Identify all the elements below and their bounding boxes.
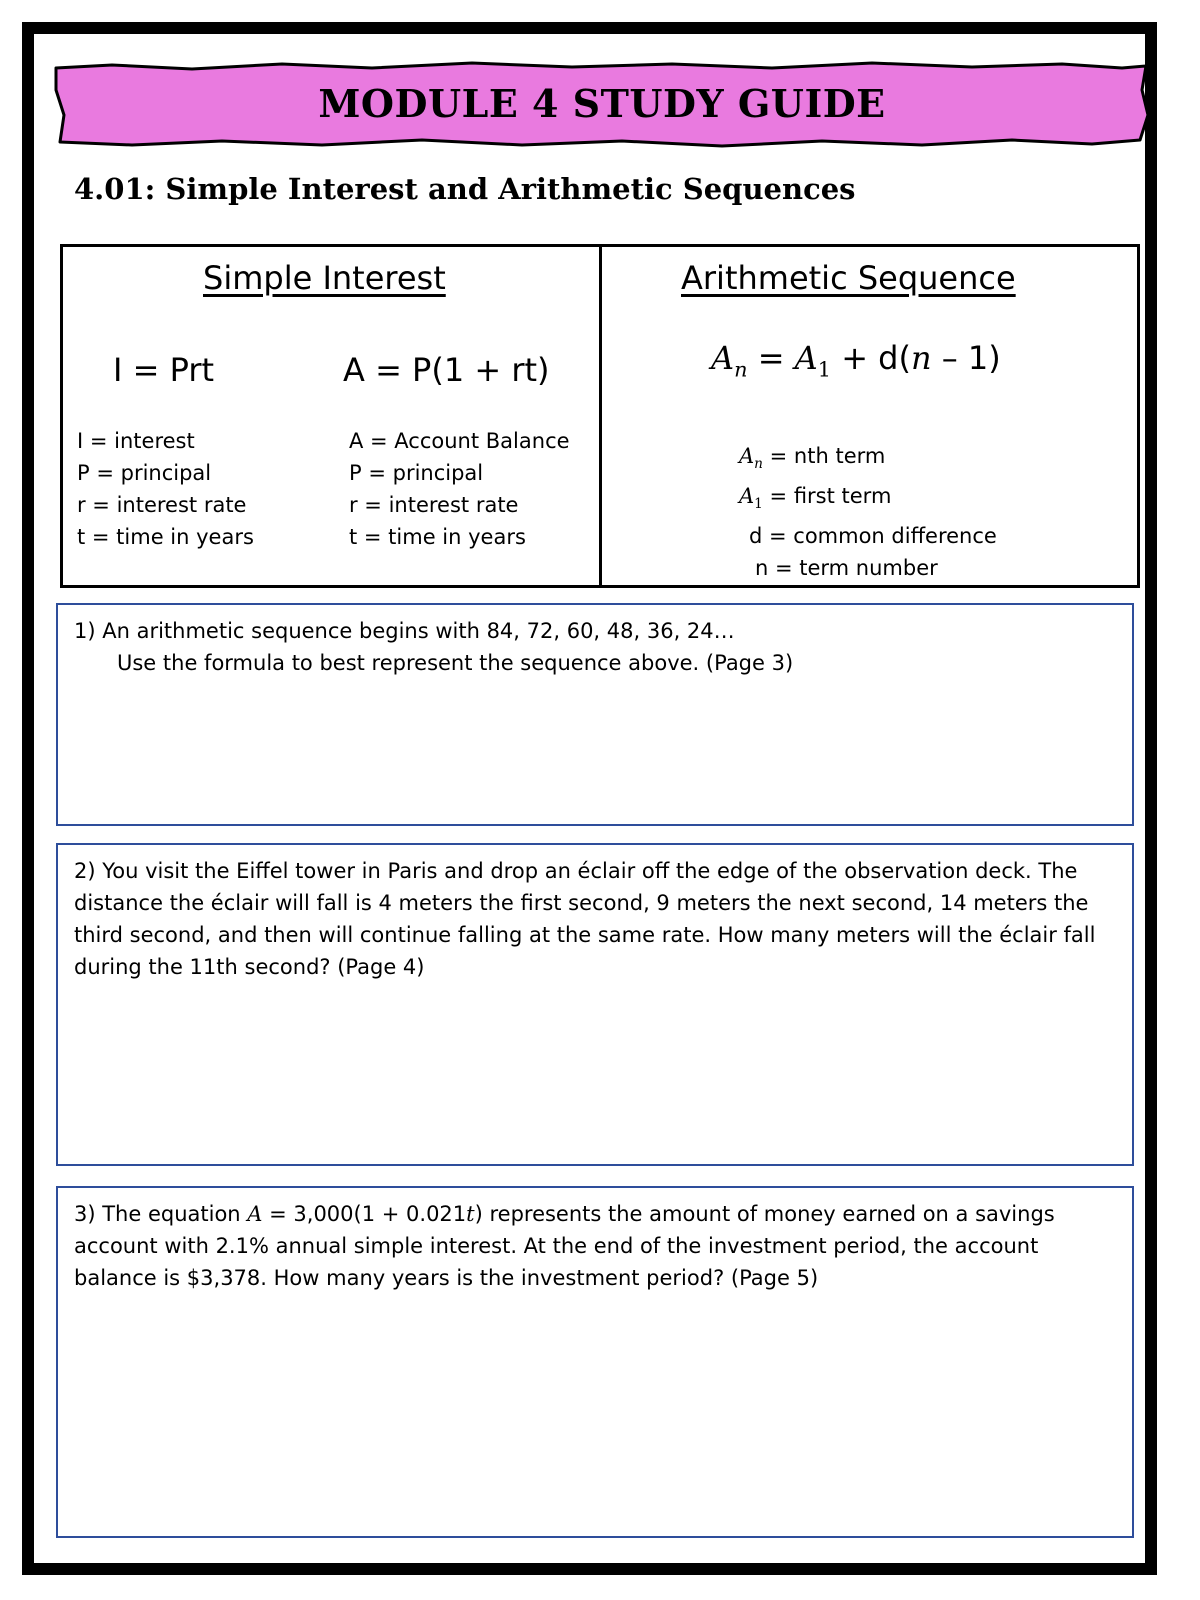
definition-line: d = common difference bbox=[749, 524, 997, 549]
question-1-text bbox=[74, 615, 1116, 679]
formula-reference-box bbox=[60, 244, 1140, 588]
math-symbol: n bbox=[910, 339, 932, 377]
account-balance-definitions bbox=[349, 425, 570, 553]
formula-plus-d: + d( bbox=[841, 339, 911, 377]
definition-line: r = interest rate bbox=[349, 493, 519, 517]
formula-equals: = bbox=[757, 339, 785, 377]
simple-interest-formula: I = Prt bbox=[113, 351, 215, 389]
definition-line: $A_n$ = nth term bbox=[739, 444, 886, 473]
math-symbol: $A_n$ bbox=[711, 339, 748, 382]
question-3-box bbox=[56, 1186, 1134, 1538]
definition-line: A = Account Balance bbox=[349, 429, 570, 453]
simple-interest-title: Simple Interest bbox=[203, 259, 446, 297]
question-2-text: 2) You visit the Eiffel tower in Paris and drop an éclair off the edge of the observation deck. The distance the éclair will fall is 4 meters the first second, 9 meters the next second, 14 meters the third second, and then will continue falling at the same rate. How many meters will the éclair fall during the 11th second? (Page 4) bbox=[74, 859, 1096, 979]
question-line: 1) An arithmetic sequence begins with 84, 72, 60, 48, 36, 24… bbox=[74, 619, 735, 643]
arithmetic-sequence-title: Arithmetic Sequence bbox=[681, 259, 1016, 297]
definition-line: P = principal bbox=[77, 461, 212, 485]
page-title: MODULE 4 STUDY GUIDE bbox=[318, 81, 886, 126]
question-1-box bbox=[56, 603, 1134, 826]
definition-line: P = principal bbox=[349, 461, 484, 485]
simple-interest-definitions bbox=[77, 425, 254, 553]
arithmetic-sequence-definitions bbox=[739, 440, 997, 584]
arithmetic-sequence-formula bbox=[711, 339, 1001, 381]
definition-line: I = interest bbox=[77, 429, 195, 453]
column-divider bbox=[599, 247, 602, 585]
math-symbol: $A_1$ bbox=[794, 339, 832, 382]
definition-line: n = term number bbox=[755, 556, 938, 581]
question-line: Use the formula to best represent the sequence above. (Page 3) bbox=[117, 651, 794, 675]
definition-line: t = time in years bbox=[77, 525, 254, 549]
title-banner bbox=[52, 60, 1152, 150]
formula-tail: – 1) bbox=[941, 339, 1001, 377]
definition-line: r = interest rate bbox=[77, 493, 247, 517]
section-heading: 4.01: Simple Interest and Arithmetic Sequences bbox=[74, 172, 856, 206]
account-balance-formula: A = P(1 + rt) bbox=[343, 351, 550, 389]
question-3-text: 3) The equation A = 3,000(1 + 0.021t) represents the amount of money earned on a savings account with 2.1% annual simple interest. At the end of the investment period, the account balance is $3,378. How many years is the investment period? (Page 5) bbox=[74, 1202, 1055, 1290]
definition-line: t = time in years bbox=[349, 525, 526, 549]
definition-line: $A_1$ = first term bbox=[739, 484, 892, 513]
question-2-box bbox=[56, 843, 1134, 1166]
